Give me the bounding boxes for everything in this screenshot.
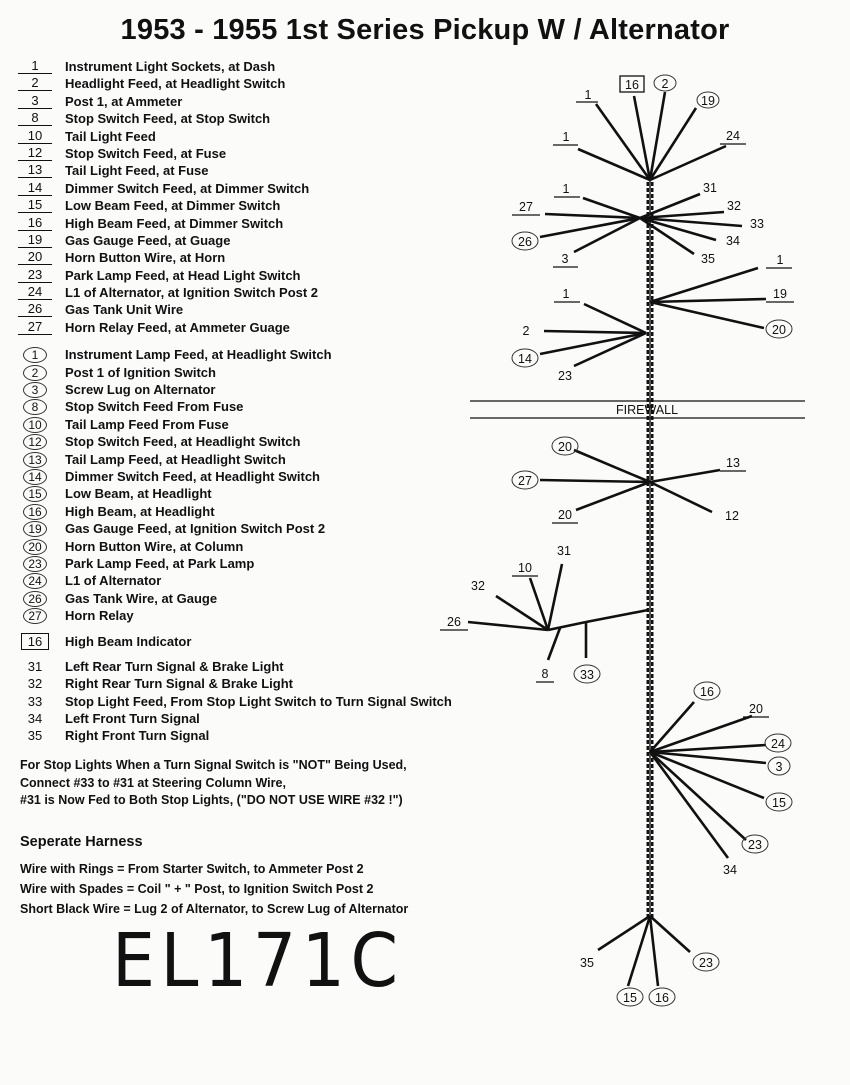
rear-branch — [468, 564, 648, 660]
wire-label: 3 — [561, 252, 569, 266]
firewall-label: FIREWALL — [615, 403, 679, 417]
wire-number: 14 — [18, 180, 52, 196]
wire-description: Stop Switch Feed, at Fuse — [65, 145, 227, 161]
wire-description: Stop Switch Feed, at Headlight Switch — [65, 434, 301, 450]
wire-label: 35 — [701, 252, 715, 266]
wire-label: 10 — [518, 561, 532, 575]
wire-description: Horn Relay Feed, at Ammeter Guage — [65, 319, 290, 335]
wire-number: 12 — [18, 145, 52, 161]
wire-number: 23 — [18, 267, 52, 283]
page-title: 1953 - 1955 1st Series Pickup W / Alternator — [120, 14, 730, 46]
wire-description: Dimmer Switch Feed, at Headlight Switch — [65, 468, 320, 484]
wire-label: 1 — [562, 182, 570, 196]
harness-line: Wire with Rings = From Starter Switch, to Ammeter Post 2 — [20, 862, 364, 876]
wire-label: 20 — [749, 702, 763, 716]
wire-label: 19 — [773, 287, 787, 301]
wire-description: L1 of Alternator — [65, 573, 162, 589]
wire-description: Gas Gauge Feed, at Guage — [65, 232, 231, 248]
wire-label: 23 — [748, 838, 762, 852]
harness-title: Seperate Harness — [20, 834, 143, 850]
wire-number: 27 — [18, 319, 52, 335]
wire-description: Instrument Light Sockets, at Dash — [65, 59, 276, 74]
wire-label: 34 — [723, 863, 737, 877]
wire-label: 2 — [522, 324, 530, 338]
wire-description: Right Front Turn Signal — [65, 728, 210, 744]
wire-description: Screw Lug on Alternator — [65, 382, 216, 398]
wire-number: 15 — [18, 197, 52, 213]
wire-description: Horn Relay — [65, 608, 134, 624]
wire-number-text: 15 — [23, 486, 47, 502]
wire-label: 32 — [727, 199, 741, 213]
wire-number-text: 26 — [23, 591, 47, 607]
wire-number: 16 — [18, 215, 52, 231]
wire-description: Gas Tank Unit Wire — [65, 302, 184, 318]
wire-description: High Beam, at Headlight — [65, 503, 215, 519]
wire-label: 26 — [518, 235, 532, 249]
wire-number-text: 13 — [23, 452, 47, 468]
wire-description: Low Beam Feed, at Dimmer Switch — [65, 198, 281, 214]
wire-number: 2 — [18, 75, 52, 91]
wire-description: Left Rear Turn Signal & Brake Light — [65, 658, 284, 674]
wire-label: 2 — [661, 77, 669, 91]
wire-number-text: 2 — [23, 365, 47, 381]
wire-label: 8 — [541, 667, 549, 681]
wire-number: 24 — [18, 284, 52, 300]
wire-number: 20 — [18, 249, 52, 265]
wire-number-text: 14 — [23, 469, 47, 485]
wire-description: Tail Light Feed — [65, 128, 156, 144]
wire-number: 35 — [27, 728, 43, 744]
wire-number-text: 3 — [23, 382, 47, 398]
wire-description: Post 1, at Ammeter — [65, 93, 183, 109]
wire-number: 31 — [27, 658, 43, 674]
wire-description: Stop Light Feed, From Stop Light Switch to Turn Signal Switch — [65, 693, 452, 709]
wire-label: 15 — [623, 991, 637, 1005]
wire-number-text: 12 — [23, 434, 47, 450]
wire-label: 3 — [775, 760, 783, 774]
wire-number: 19 — [18, 232, 52, 248]
wire-label: 1 — [562, 130, 570, 144]
wire-number-text: 24 — [23, 573, 47, 589]
wire-number: 1 — [18, 58, 52, 74]
wire-label: 1 — [776, 253, 784, 267]
wire-description: Instrument Lamp Feed, at Headlight Switch — [65, 347, 332, 363]
wire-number: 8 — [18, 110, 52, 126]
wire-description: Tail Light Feed, at Fuse — [65, 163, 209, 179]
wire-label: 23 — [699, 956, 713, 970]
wire-description: L1 of Alternator, at Ignition Switch Post 2 — [65, 285, 319, 301]
wire-description: High Beam Indicator — [65, 633, 192, 649]
wire-label: 33 — [750, 217, 764, 231]
note-line: #31 is Now Fed to Both Stop Lights, ("DO NOT USE WIRE #32 !") — [20, 793, 403, 807]
wire-label: 20 — [558, 440, 572, 454]
wire-description: Stop Switch Feed, at Stop Switch — [65, 111, 271, 127]
wire-label: 35 — [580, 956, 594, 970]
wire-description: Headlight Feed, at Headlight Switch — [65, 76, 286, 92]
wire-description: High Beam Feed, at Dimmer Switch — [65, 215, 284, 231]
wire-label: 24 — [726, 129, 740, 143]
wire-label: 32 — [471, 579, 485, 593]
wire-number-text: 16 — [21, 633, 49, 650]
firewall — [470, 401, 805, 418]
wire-description: Right Rear Turn Signal & Brake Light — [65, 676, 294, 692]
wire-label: 23 — [558, 369, 572, 383]
note-line: For Stop Lights When a Turn Signal Switch is "NOT" Being Used, — [20, 758, 407, 772]
wire-label: 1 — [562, 287, 570, 301]
wire-description: Park Lamp Feed, at Park Lamp — [65, 555, 255, 571]
wire-label: 12 — [725, 509, 739, 523]
wire-description: Left Front Turn Signal — [65, 711, 200, 727]
wire-number: 10 — [18, 128, 52, 144]
part-number-stamp: EL171C — [112, 918, 404, 1004]
wire-number: 34 — [27, 711, 43, 727]
mid-left-junction — [540, 304, 646, 366]
wire-number-text: 16 — [23, 504, 47, 520]
wire-label: 34 — [726, 234, 740, 248]
front-right-junction — [650, 702, 766, 858]
wire-label: 26 — [447, 615, 461, 629]
wire-description: Post 1 of Ignition Switch — [65, 364, 216, 380]
wire-number-text: 8 — [23, 399, 47, 415]
wire-label: 13 — [726, 456, 740, 470]
wire-number-text: 20 — [23, 539, 47, 555]
wire-number-text: 1 — [23, 347, 47, 363]
wire-label: 1 — [584, 88, 592, 102]
wire-label: 20 — [558, 508, 572, 522]
wire-number-text: 23 — [23, 556, 47, 572]
mid-right-junction — [650, 268, 766, 328]
wire-number: 33 — [27, 693, 43, 709]
wire-description: Tail Lamp Feed From Fuse — [65, 416, 229, 432]
wire-description: Horn Button Wire, at Column — [65, 538, 244, 554]
harness-line: Wire with Spades = Coil " + " Post, to Ignition Switch Post 2 — [20, 882, 374, 896]
wire-label: 27 — [519, 200, 533, 214]
harness-line: Short Black Wire = Lug 2 of Alternator, to Screw Lug of Alternator — [20, 902, 409, 916]
wire-description: Horn Button Wire, at Horn — [65, 250, 226, 266]
wire-label: 15 — [772, 796, 786, 810]
upper-junction — [540, 194, 742, 254]
wire-description: Gas Tank Wire, at Gauge — [65, 590, 218, 606]
wire-description: Low Beam, at Headlight — [65, 486, 212, 502]
wire-number: 13 — [18, 162, 52, 178]
wire-number-text: 10 — [23, 417, 47, 433]
wire-number: 32 — [27, 676, 43, 692]
wire-label: 33 — [580, 668, 594, 682]
wire-number: 3 — [18, 93, 52, 109]
wire-label: 14 — [518, 352, 532, 366]
wire-label: 16 — [700, 685, 714, 699]
wire-label: 16 — [625, 78, 639, 92]
wire-label: 24 — [771, 737, 785, 751]
wire-description: Stop Switch Feed From Fuse — [65, 399, 244, 415]
wire-label: 20 — [772, 323, 786, 337]
below-firewall-junction — [540, 450, 720, 512]
wire-description: Tail Lamp Feed, at Headlight Switch — [65, 451, 286, 467]
wire-number: 26 — [18, 301, 52, 317]
wire-description: Gas Gauge Feed, at Ignition Switch Post 2 — [65, 521, 326, 537]
wire-label: 31 — [703, 181, 717, 195]
note-line: Connect #33 to #31 at Steering Column Wire, — [20, 775, 286, 790]
wire-label: 19 — [701, 94, 715, 108]
wire-description: Dimmer Switch Feed, at Dimmer Switch — [65, 180, 310, 196]
wire-label: 27 — [518, 474, 532, 488]
wire-label: 31 — [557, 544, 571, 558]
wire-description: Park Lamp Feed, at Head Light Switch — [65, 267, 301, 283]
wire-label: 16 — [655, 991, 669, 1005]
bottom-branch — [598, 916, 690, 986]
wire-number-text: 27 — [23, 608, 47, 624]
wire-number-text: 19 — [23, 521, 47, 537]
